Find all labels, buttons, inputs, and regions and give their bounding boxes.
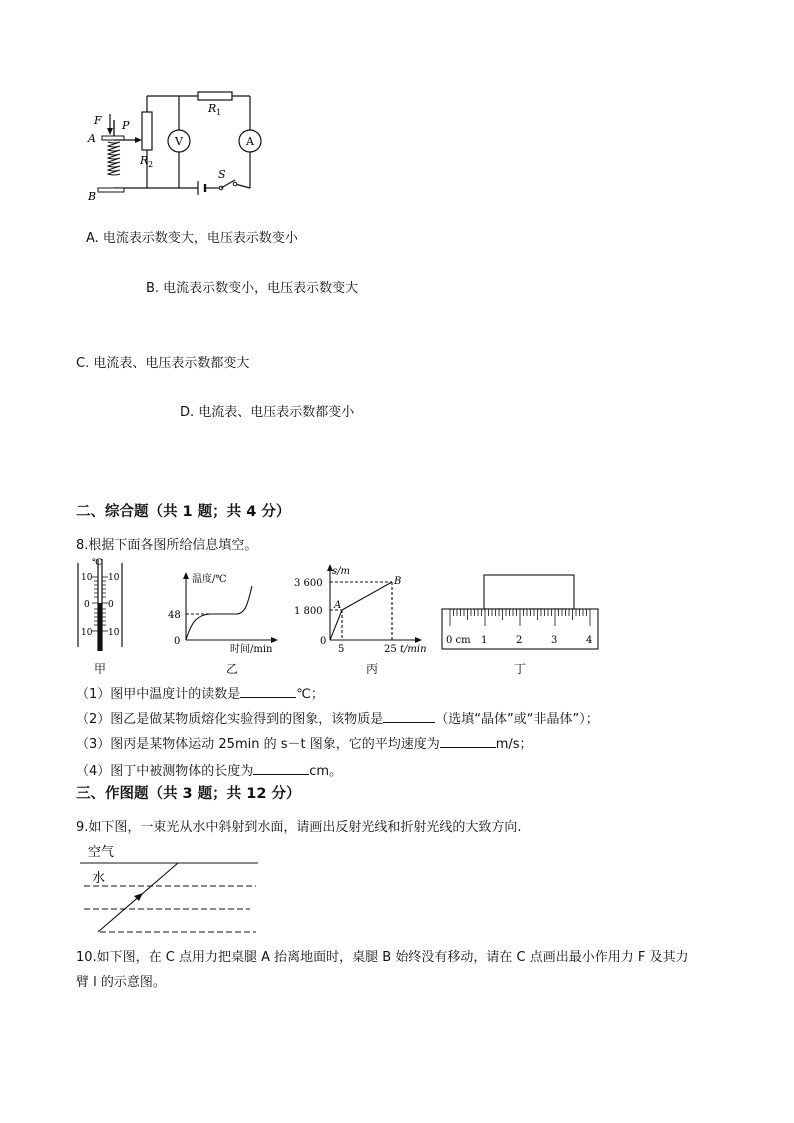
caption-ding: 丁 [514, 662, 527, 676]
ruler-tick-3: 3 [551, 635, 558, 646]
thermo-tick-r3: 10 [108, 628, 120, 638]
bing-y-tick-1: 3 600 [294, 578, 323, 589]
q8-sub1: （1）图甲中温度计的读数是 ℃； [76, 687, 324, 702]
ruler-tick-2: 2 [516, 635, 523, 646]
option-c[interactable]: C. 电流表、电压表示数都变大 [76, 356, 250, 371]
section-2-heading: 二、综合题（共 1 题；共 4 分） [76, 504, 291, 520]
label-S: S [218, 168, 226, 181]
blank-1[interactable] [240, 685, 296, 698]
caption-jia: 甲 [94, 662, 107, 676]
caption-yi: 乙 [226, 662, 239, 676]
refraction-figure [80, 840, 262, 936]
section-3-heading: 三、作图题（共 3 题；共 12 分） [76, 786, 301, 802]
label-F: F [94, 114, 102, 127]
option-b[interactable]: B. 电流表示数变小，电压表示数变大 [146, 281, 359, 296]
label-R2-sub: 2 [148, 160, 154, 169]
melting-curve-figure [166, 568, 282, 656]
water-label: 水 [92, 871, 106, 886]
ammeter-label: A [246, 135, 254, 148]
caption-bing: 丙 [366, 662, 379, 676]
q9-text: 9.如下图，一束光从水中斜射到水面，请画出反射光线和折射光线的大致方向. [76, 820, 522, 835]
bing-point-b: B [394, 576, 402, 587]
air-label: 空气 [88, 845, 115, 860]
ruler-figure [440, 572, 600, 652]
yi-origin: 0 [174, 636, 181, 647]
q8-sub2: （2）图乙是做某物质熔化实验得到的图象，该物质是 （选填“晶体”或“非晶体”）； [76, 712, 599, 727]
blank-3[interactable] [440, 735, 496, 748]
circuit-diagram [80, 80, 280, 210]
bing-y-tick-2: 1 800 [294, 606, 323, 617]
voltmeter-label: V [175, 135, 183, 148]
blank-2[interactable] [383, 710, 435, 723]
q10-line1: 10.如下图，在 C 点用力把桌腿 A 抬离地面时，桌腿 B 始终没有移动，请在 C 点画出最小作用力 F 及其力 [76, 950, 689, 965]
label-A: A [88, 132, 96, 145]
label-B: B [88, 190, 97, 203]
bing-origin: 0 [320, 636, 327, 647]
thermo-tick-l2: 0 [84, 600, 90, 610]
thermo-tick-r2: 0 [108, 600, 114, 610]
bing-x-tick-2: 25 [384, 644, 397, 655]
q8-title: 8.根据下面各图所给信息填空。 [76, 538, 258, 553]
yi-xlabel: 时间/min [230, 644, 273, 655]
label-P: P [122, 119, 130, 132]
label-R2: R [140, 154, 149, 167]
ruler-tick-1: 1 [481, 635, 488, 646]
q8-sub4: （4）图丁中被测物体的长度为 cm。 [76, 764, 343, 779]
yi-y-value: 48 [168, 610, 181, 621]
bing-point-a: A [334, 600, 342, 611]
thermo-tick-r1: 10 [108, 573, 120, 583]
bing-xlabel: t/min [400, 644, 427, 655]
thermo-tick-l3: 10 [81, 628, 93, 638]
blank-4[interactable] [253, 762, 309, 775]
option-a[interactable]: A. 电流表示数变大，电压表示数变小 [86, 231, 298, 246]
thermo-unit: ℃ [92, 558, 103, 568]
bing-x-tick-1: 5 [338, 644, 345, 655]
ruler-tick-4: 4 [586, 635, 593, 646]
yi-ylabel: 温度/℃ [192, 574, 227, 585]
thermometer-figure [74, 555, 126, 655]
option-d[interactable]: D. 电流表、电压表示数都变小 [180, 405, 355, 420]
thermo-tick-l1: 10 [81, 573, 93, 583]
ruler-tick-0: 0 cm [446, 635, 471, 646]
s-t-graph-figure [292, 560, 432, 656]
label-R1: R [208, 102, 217, 115]
label-R1-sub: 1 [216, 108, 222, 117]
q8-sub3: （3）图丙是某物体运动 25min 的 s－t 图象，它的平均速度为 m/s； [76, 737, 533, 752]
q10-line2: 臂 l 的示意图。 [76, 975, 166, 990]
bing-ylabel: s/m [332, 566, 350, 577]
